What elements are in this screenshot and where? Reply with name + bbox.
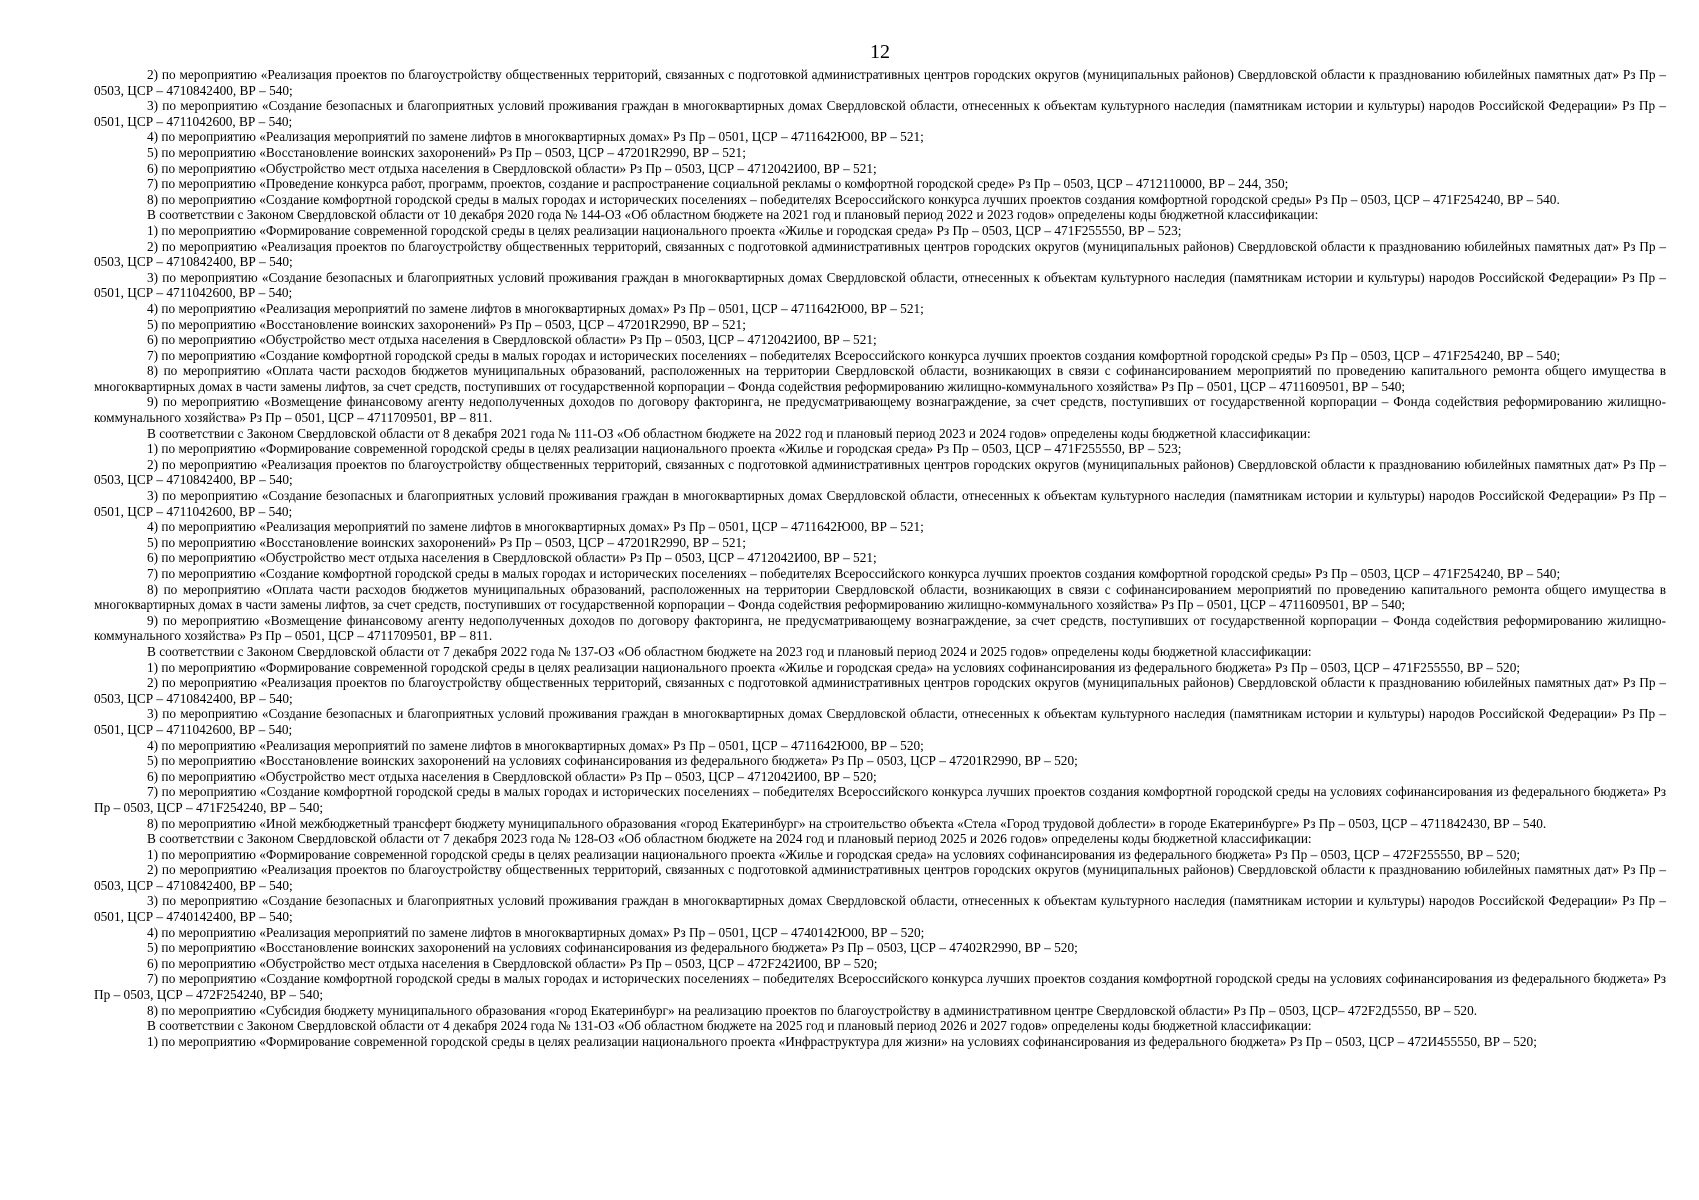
paragraph: 1) по мероприятию «Формирование современной городской среды в целях реализации национального проекта «Инфраструктура для жизни» на условиях софинансирования из федерального бюджета» Рз Пр – 0503, ЦСР – 472И455550, ВР – 520; (147, 1033, 1537, 1049)
paragraph: 1) по мероприятию «Формирование современной городской среды в целях реализации национального проекта «Жилье и городская среда» Рз Пр – 0503, ЦСР – 471F255550, ВР – 523; (147, 441, 1182, 457)
paragraph: 4) по мероприятию «Реализация мероприятий по замене лифтов в многоквартирных домах» Рз Пр – 0501, ЦСР – 4711642Ю00, ВР – 521; (147, 519, 924, 535)
paragraph: 4) по мероприятию «Реализация мероприятий по замене лифтов в многоквартирных домах» Рз Пр – 0501, ЦСР – 4711642Ю00, ВР – 520; (147, 737, 924, 753)
paragraph: 3) по мероприятию «Создание безопасных и благоприятных условий проживания граждан в многоквартирных домах Свердловской области, отнесенных к объектам культурного наследия (памятникам истории и культуры) народов Российской Федерации» Рз Пр – 0501, ЦСР – 4711042600, ВР – 540; (94, 706, 1666, 737)
paragraph: В соответствии с Законом Свердловской области от 7 декабря 2022 года № 137-ОЗ «Об областном бюджете на 2023 год и плановый период 2024 и 2025 годов» определены коды бюджетной классификации: (147, 643, 1312, 659)
paragraph: 1) по мероприятию «Формирование современной городской среды в целях реализации национального проекта «Жилье и городская среда» на условиях софинансирования из федерального бюджета» Рз Пр – 0503, ЦСР – 472F255550, ВР – 520; (147, 846, 1521, 862)
paragraph: 2) по мероприятию «Реализация проектов по благоустройству общественных территорий, связанных с подготовкой административных центров городских округов (муниципальных районов) Свердловской области к празднованию юбилейных памятных дат» Рз Пр – 0503, ЦСР – 4710842400, ВР – 540; (94, 862, 1666, 893)
document-page (94, 40, 1666, 1049)
paragraph: 2) по мероприятию «Реализация проектов по благоустройству общественных территорий, связанных с подготовкой административных центров городских округов (муниципальных районов) Свердловской области к празднованию юбилейных памятных дат» Рз Пр – 0503, ЦСР – 4710842400, ВР – 540; (94, 238, 1666, 270)
paragraph: 2) по мероприятию «Реализация проектов по благоустройству общественных территорий, связанных с подготовкой административных центров городских округов (муниципальных районов) Свердловской области к празднованию юбилейных памятных дат» Рз Пр – 0503, ЦСР – 4710842400, ВР – 540; (94, 67, 1666, 98)
paragraph: 2) по мероприятию «Реализация проектов по благоустройству общественных территорий, связанных с подготовкой административных центров городских округов (муниципальных районов) Свердловской области к празднованию юбилейных памятных дат» Рз Пр – 0503, ЦСР – 4710842400, ВР – 540; (94, 456, 1666, 488)
paragraph: 8) по мероприятию «Оплата части расходов бюджетов муниципальных образований, расположенных на территории Свердловской области, возникающих в связи с софинансированием мероприятий по проведению капитального ремонта общего имущества в многоквартирных домах в части замены лифтов, за счет средств, поступивших от государственной корпорации – Фонда содействия реформированию жилищно-коммунального хозяйства» Рз Пр – 0501, ЦСР – 4711609501, ВР – 540; (94, 363, 1666, 394)
paragraph: 7) по мероприятию «Создание комфортной городской среды в малых городах и исторических поселениях – победителях Всероссийского конкурса лучших проектов создания комфортной городской среды на условиях софинансирования из федерального бюджета» Рз Пр – 0503, ЦСР – 471F254240, ВР – 540; (94, 784, 1666, 815)
document-body (94, 67, 1666, 1049)
paragraph: 5) по мероприятию «Восстановление воинских захоронений» Рз Пр – 0503, ЦСР – 47201R2990, ВР – 521; (147, 144, 746, 160)
paragraph: 6) по мероприятию «Обустройство мест отдыха населения в Свердловской области» Рз Пр – 0503, ЦСР – 4712042И00, ВР – 521; (147, 332, 877, 348)
paragraph: 8) по мероприятию «Оплата части расходов бюджетов муниципальных образований, расположенных на территории Свердловской области, возникающих в связи с софинансированием мероприятий по проведению капитального ремонта общего имущества в многоквартирных домах в части замены лифтов, за счет средств, поступивших от государственной корпорации – Фонда содействия реформированию жилищно-коммунального хозяйства» Рз Пр – 0501, ЦСР – 4711609501, ВР – 540; (94, 581, 1666, 613)
page-number: 12 (870, 41, 890, 63)
paragraph: 6) по мероприятию «Обустройство мест отдыха населения в Свердловской области» Рз Пр – 0503, ЦСР – 4712042И00, ВР – 520; (147, 768, 877, 784)
paragraph: 5) по мероприятию «Восстановление воинских захоронений на условиях софинансирования из федерального бюджета» Рз Пр – 0503, ЦСР – 47402R2990, ВР – 520; (147, 940, 1078, 956)
paragraph: В соответствии с Законом Свердловской области от 7 декабря 2023 года № 128-ОЗ «Об областном бюджете на 2024 год и плановый период 2025 и 2026 годов» определены коды бюджетной классификации: (147, 831, 1312, 847)
paragraph: 7) по мероприятию «Проведение конкурса работ, программ, проектов, создание и распространение социальной рекламы о комфортной городской среде» Рз Пр – 0503, ЦСР – 4712110000, ВР – 244, 350; (147, 176, 1289, 192)
paragraph: 5) по мероприятию «Восстановление воинских захоронений» Рз Пр – 0503, ЦСР – 47201R2990, ВР – 521; (147, 534, 746, 550)
paragraph: 4) по мероприятию «Реализация мероприятий по замене лифтов в многоквартирных домах» Рз Пр – 0501, ЦСР – 4711642Ю00, ВР – 521; (147, 129, 924, 145)
paragraph: 3) по мероприятию «Создание безопасных и благоприятных условий проживания граждан в многоквартирных домах Свердловской области, отнесенных к объектам культурного наследия (памятникам истории и культуры) народов Российской Федерации» Рз Пр – 0501, ЦСР – 4711042600, ВР – 540; (94, 98, 1666, 129)
paragraph: 6) по мероприятию «Обустройство мест отдыха населения в Свердловской области» Рз Пр – 0503, ЦСР – 4712042И00, ВР – 521; (147, 550, 877, 566)
paragraph: 2) по мероприятию «Реализация проектов по благоустройству общественных территорий, связанных с подготовкой административных центров городских округов (муниципальных районов) Свердловской области к празднованию юбилейных памятных дат» Рз Пр – 0503, ЦСР – 4710842400, ВР – 540; (94, 675, 1666, 706)
paragraph: 3) по мероприятию «Создание безопасных и благоприятных условий проживания граждан в многоквартирных домах Свердловской области, отнесенных к объектам культурного наследия (памятникам истории и культуры) народов Российской Федерации» Рз Пр – 0501, ЦСР – 4711042600, ВР – 540; (94, 269, 1666, 301)
paragraph: 7) по мероприятию «Создание комфортной городской среды в малых городах и исторических поселениях – победителях Всероссийского конкурса лучших проектов создания комфортной городской среды на условиях софинансирования из федерального бюджета» Рз Пр – 0503, ЦСР – 472F254240, ВР – 540; (94, 971, 1666, 1003)
paragraph: 8) по мероприятию «Создание комфортной городской среды в малых городах и исторических поселениях – победителях Всероссийского конкурса лучших проектов создания комфортной городской среды» Рз Пр – 0503, ЦСР – 471F254240, ВР – 540. (147, 191, 1560, 207)
paragraph: 5) по мероприятию «Восстановление воинских захоронений» Рз Пр – 0503, ЦСР – 47201R2990, ВР – 521; (147, 316, 746, 332)
paragraph: 8) по мероприятию «Иной межбюджетный трансферт бюджету муниципального образования «город Екатеринбург» на строительство объекта «Стела «Город трудовой доблести» в городе Екатеринбурге» Рз Пр – 0503, ЦСР – 4711842430, ВР – 540. (147, 815, 1547, 831)
paragraph: 7) по мероприятию «Создание комфортной городской среды в малых городах и исторических поселениях – победителях Всероссийского конкурса лучших проектов создания комфортной городской среды» Рз Пр – 0503, ЦСР – 471F254240, ВР – 540; (147, 347, 1561, 363)
paragraph: В соответствии с Законом Свердловской области от 4 декабря 2024 года № 131-ОЗ «Об областном бюджете на 2025 год и плановый период 2026 и 2027 годов» определены коды бюджетной классификации: (147, 1018, 1312, 1034)
paragraph: 9) по мероприятию «Возмещение финансовому агенту недополученных доходов по договору факторинга, не предусматривающему вознаграждение, за счет средств, поступивших от государственной корпорации – Фонда содействия реформированию жилищно-коммунального хозяйства» Рз Пр – 0501, ЦСР – 4711709501, ВР – 811. (94, 612, 1666, 644)
paragraph: 1) по мероприятию «Формирование современной городской среды в целях реализации национального проекта «Жилье и городская среда» Рз Пр – 0503, ЦСР – 471F255550, ВР – 523; (147, 222, 1182, 238)
paragraph: 4) по мероприятию «Реализация мероприятий по замене лифтов в многоквартирных домах» Рз Пр – 0501, ЦСР – 4740142Ю00, ВР – 520; (147, 924, 925, 940)
paragraph: 4) по мероприятию «Реализация мероприятий по замене лифтов в многоквартирных домах» Рз Пр – 0501, ЦСР – 4711642Ю00, ВР – 521; (147, 300, 924, 316)
paragraph: 6) по мероприятию «Обустройство мест отдыха населения в Свердловской области» Рз Пр – 0503, ЦСР – 4712042И00, ВР – 521; (147, 160, 877, 176)
paragraph: 1) по мероприятию «Формирование современной городской среды в целях реализации национального проекта «Жилье и городская среда» на условиях софинансирования из федерального бюджета» Рз Пр – 0503, ЦСР – 471F255550, ВР – 520; (147, 659, 1521, 675)
paragraph: В соответствии с Законом Свердловской области от 8 декабря 2021 года № 111-ОЗ «Об областном бюджете на 2022 год и плановый период 2023 и 2024 годов» определены коды бюджетной классификации: (147, 425, 1311, 441)
paragraph: 3) по мероприятию «Создание безопасных и благоприятных условий проживания граждан в многоквартирных домах Свердловской области, отнесенных к объектам культурного наследия (памятникам истории и культуры) народов Российской Федерации» Рз Пр – 0501, ЦСР – 4740142400, ВР – 540; (94, 893, 1666, 925)
paragraph: 9) по мероприятию «Возмещение финансовому агенту недополученных доходов по договору факторинга, не предусматривающему вознаграждение, за счет средств, поступивших от государственной корпорации – Фонда содействия реформированию жилищно-коммунального хозяйства» Рз Пр – 0501, ЦСР – 4711709501, ВР – 811. (94, 394, 1666, 426)
paragraph: 3) по мероприятию «Создание безопасных и благоприятных условий проживания граждан в многоквартирных домах Свердловской области, отнесенных к объектам культурного наследия (памятникам истории и культуры) народов Российской Федерации» Рз Пр – 0501, ЦСР – 4711042600, ВР – 540; (94, 488, 1666, 519)
paragraph: 5) по мероприятию «Восстановление воинских захоронений на условиях софинансирования из федерального бюджета» Рз Пр – 0503, ЦСР – 47201R2990, ВР – 520; (147, 753, 1078, 769)
paragraph: 8) по мероприятию «Субсидия бюджету муниципального образования «город Екатеринбург» на реализацию проектов по благоустройству в административном центре Свердловской области» Рз Пр – 0503, ЦСР– 472F2Д5550, ВР – 520. (147, 1002, 1478, 1018)
paragraph: 6) по мероприятию «Обустройство мест отдыха населения в Свердловской области» Рз Пр – 0503, ЦСР – 472F242И00, ВР – 520; (147, 955, 878, 971)
paragraph: 7) по мероприятию «Создание комфортной городской среды в малых городах и исторических поселениях – победителях Всероссийского конкурса лучших проектов создания комфортной городской среды» Рз Пр – 0503, ЦСР – 471F254240, ВР – 540; (147, 566, 1561, 581)
paragraph: В соответствии с Законом Свердловской области от 10 декабря 2020 года № 144-ОЗ «Об областном бюджете на 2021 год и плановый период 2022 и 2023 годов» определены коды бюджетной классификации: (147, 207, 1319, 223)
